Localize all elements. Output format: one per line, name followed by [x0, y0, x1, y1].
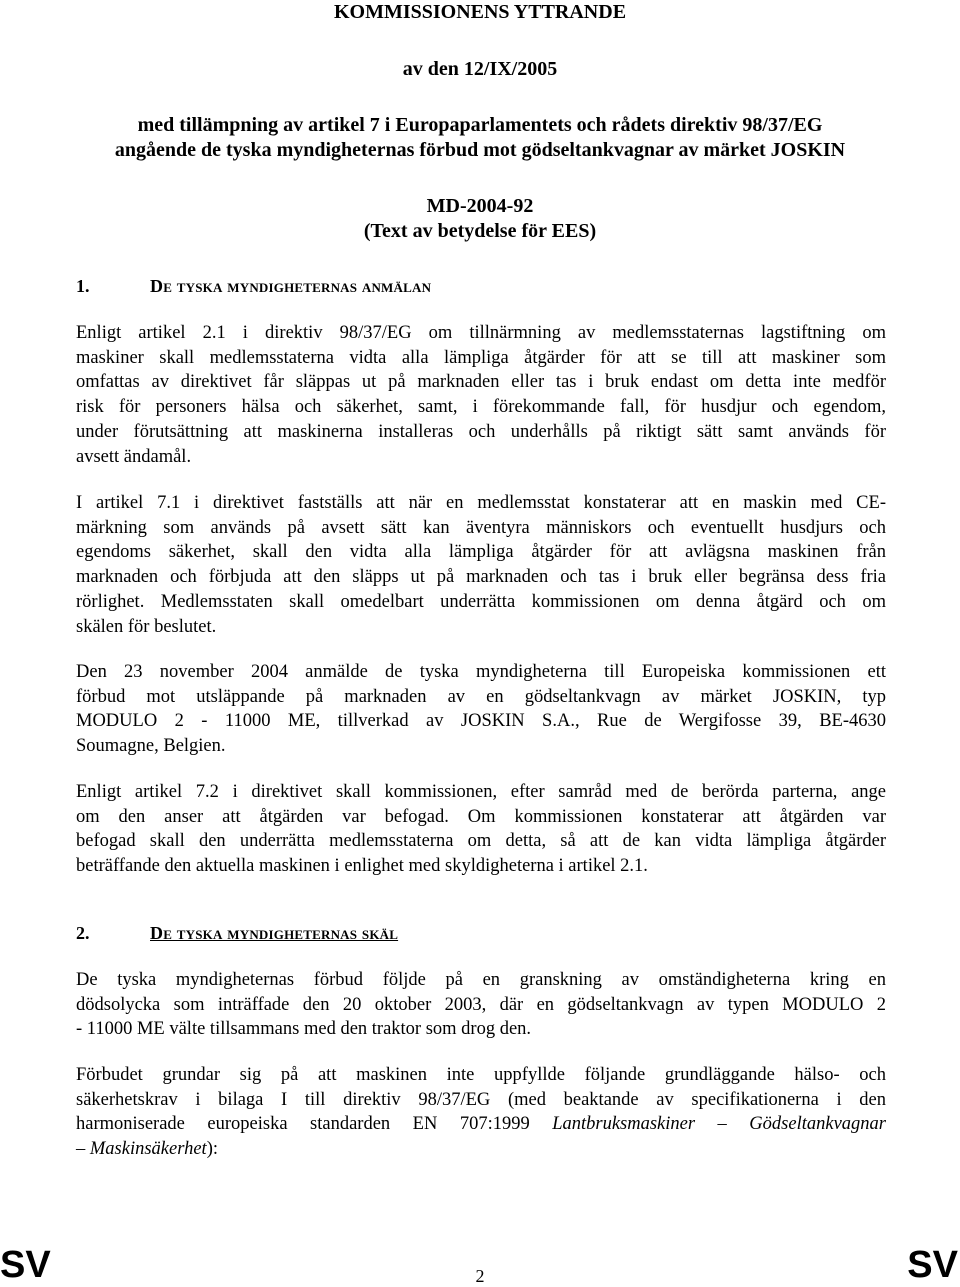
paragraph-line: dödsolycka som inträffade den 20 oktober 2003, där en gödseltankvagn av typen MODULO 2: [76, 994, 886, 1015]
footer-page-number: 2: [475, 1266, 485, 1286]
section-2-paragraph-2: [76, 1063, 886, 1162]
paragraph-line: marknaden och förbjuda att den släpps ut på marknaden och tas i bruk eller begränsa dess fria: [76, 567, 886, 588]
paragraph-line: - 11000 ME välte tillsammans med den traktor som drog den.: [76, 1019, 532, 1040]
section-2-heading: [76, 923, 398, 944]
paragraph-line-text: harmoniserade europeiska standarden EN 707:1999: [76, 1114, 553, 1135]
subject-line-1: med tillämpning av artikel 7 i Europaparlamentets och rådets direktiv 98/37/EG: [137, 114, 823, 136]
paragraph-line: Den 23 november 2004 anmälde de tyska myndigheterna till Europeiska kommissionen ett: [76, 662, 886, 682]
paragraph-line: säkerhetskrav i bilaga I till direktiv 98/37/EG (med beaktande av specifikationerna i den: [76, 1089, 886, 1110]
section-1-paragraph-2: [76, 491, 886, 639]
paragraph-line: beträffande den aktuella maskinen i enlighet med skyldigheterna i artikel 2.1.: [76, 856, 648, 877]
section-1-paragraph-3: [76, 660, 886, 759]
footer-language-right: SV: [907, 1244, 958, 1286]
paragraph-line: om den anser att åtgärden var befogad. Om kommissionen konstaterar att åtgärden var: [76, 806, 886, 827]
footer-language-left: SV: [0, 1244, 51, 1286]
section-1-paragraph-4: [76, 780, 886, 879]
section-1-heading: [76, 276, 431, 297]
paragraph-line: Förbudet grundar sig på att maskinen inte uppfyllde följande grundläggande hälso- och: [76, 1065, 886, 1085]
paragraph-line: förbud mot utsläppande på marknaden av en gödseltankvagn av märket JOSKIN, typ: [76, 686, 886, 707]
standard-subtitle-italic: – Maskinsäkerhet: [76, 1139, 207, 1160]
eea-relevance-note: (Text av betydelse för EES): [363, 220, 597, 242]
paragraph-line: under förutsättning att maskinerna installeras och underhålls på riktigt sätt samt används för: [76, 421, 886, 442]
subject-line-2: angående de tyska myndigheternas förbud mot gödseltankvagnar av märket JOSKIN: [114, 139, 846, 161]
paragraph-line: risk för personers hälsa och säkerhet, samt, i förekommande fall, för husdjur och egendom,: [76, 397, 886, 418]
paragraph-line: märkning som används på avsett sätt kan äventyra människors och eventuellt husdjurs och: [76, 517, 886, 538]
section-2-paragraph-1: [76, 968, 886, 1042]
paragraph-line-with-italic: [76, 1112, 886, 1137]
section-2-number: 2.: [76, 923, 90, 943]
paragraph-line: Enligt artikel 7.2 i direktivet skall kommissionen, efter samråd med de berörda parterna, ange: [76, 782, 886, 802]
document-date: av den 12/IX/2005: [402, 58, 558, 80]
document-title: KOMMISSIONENS YTTRANDE: [333, 1, 627, 23]
paragraph-line: rörlighet. Medlemsstaten skall omedelbart underrätta kommissionen om denna åtgärd och om: [76, 591, 886, 612]
paragraph-line-with-italic: [76, 1137, 886, 1162]
paragraph-line: I artikel 7.1 i direktivet fastställs att när en medlemsstat konstaterar att en maskin med CE-: [76, 493, 886, 513]
section-1-paragraph-1: [76, 321, 886, 469]
paragraph-line: avsett ändamål.: [76, 446, 192, 467]
reference-number: MD-2004-92: [426, 195, 534, 217]
paragraph-line: skälen för beslutet.: [76, 616, 217, 637]
section-1-title: De tyska myndigheternas anmälan: [150, 276, 432, 296]
paragraph-line: maskiner skall medlemsstaterna vidta alla lämpliga åtgärder för att se till att maskiner som: [76, 347, 886, 368]
paragraph-line: De tyska myndigheternas förbud följde på en granskning av omständigheterna kring en: [76, 970, 886, 990]
paragraph-line: egendoms säkerhet, skall den vidta alla lämpliga åtgärder för att avlägsna maskinen från: [76, 542, 886, 563]
standard-title-italic: Lantbruksmaskiner – Gödseltankvagnar: [552, 1114, 886, 1135]
paragraph-line: befogad skall den underrätta medlemsstaterna om detta, så att de kan vidta lämpliga åtgärder: [76, 831, 886, 852]
paragraph-line: Enligt artikel 2.1 i direktiv 98/37/EG om tillnärmning av medlemsstaternas lagstiftning om: [76, 323, 886, 343]
section-2-title: De tyska myndigheternas skäl: [150, 923, 399, 943]
paragraph-line: omfattas av direktivet får släppas ut på marknaden eller tas i bruk endast om detta inte medför: [76, 372, 886, 393]
paragraph-line: MODULO 2 - 11000 ME, tillverkad av JOSKIN S.A., Rue de Wergifosse 39, BE-4630: [76, 711, 886, 732]
section-1-number: 1.: [76, 276, 90, 296]
paragraph-line: Soumagne, Belgien.: [76, 736, 226, 757]
paragraph-line-end: ):: [206, 1139, 218, 1160]
